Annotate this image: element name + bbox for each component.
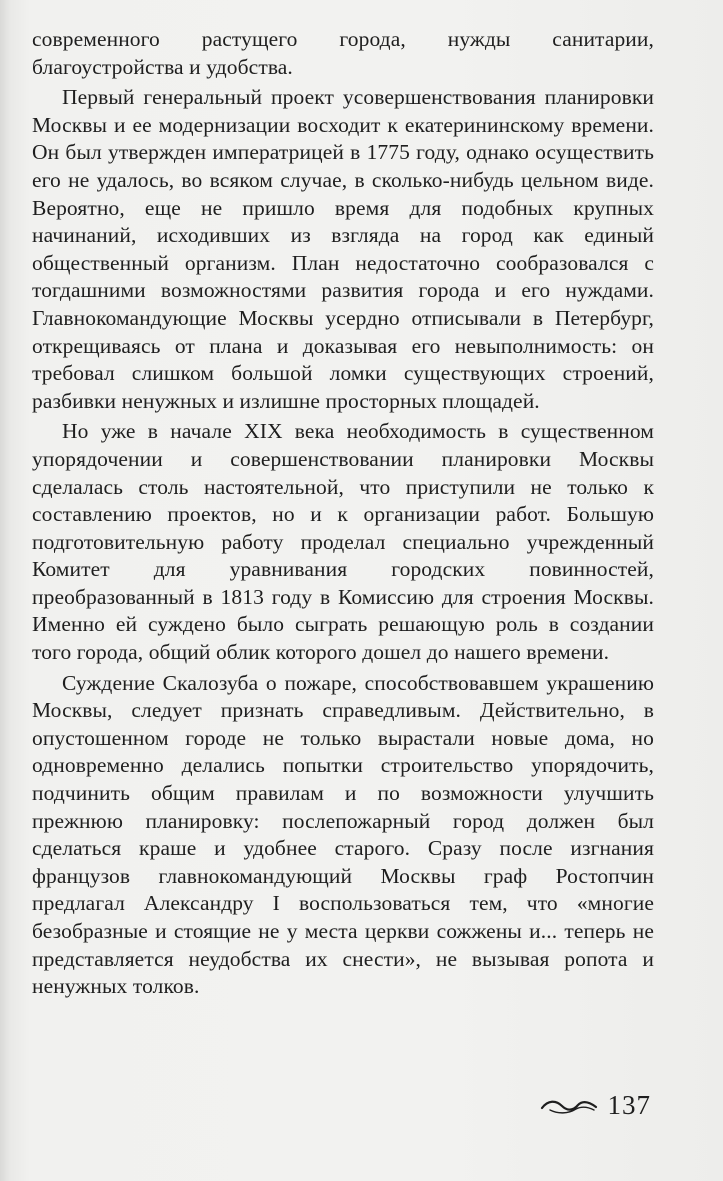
page-footer — [540, 1090, 652, 1121]
paragraph-general-plan: Первый генеральный проект усовершенствования планировки Москвы и ее модернизации восходит к екатерининскому времени. Он был утвержден императрицей в 1775 году, однако осуществить его не удалось, во всяком случае, в сколько-нибудь цельном виде. Вероятно, еще не пришло время для подобных крупных начинаний, исходивших из взгляда на город как единый общественный организм. План недостаточно сообразовался с тогдашними возможностями развития города и его нуждами. Главнокомандующие Москвы усердно отписывали в Петербург, открещиваясь от плана и доказывая его невыполнимость: он требовал слишком большой ломки существующих строений, разбивки ненужных и излишне просторных площадей. — [32, 85, 654, 413]
page-body — [32, 26, 654, 1001]
swash-ornament-icon — [540, 1095, 598, 1117]
page-number: 137 — [607, 1090, 651, 1120]
paragraph-continuation: современного растущего города, нужды санитарии, благоустройства и удобства. — [32, 27, 654, 79]
paragraph-nineteenth-century: Но уже в начале XIX века необходимость в существенном упорядочении и совершенствовании планировки Москвы сделалась столь настоятельной, что приступили не только к составлению проектов, но и к организации работ. Большую подготовительную работу проделал специально учрежденный Комитет для уравнивания городских повинностей, преобразованный в 1813 году в Комиссию для строения Москвы. Именно ей суждено было сыграть решающую роль в создании того города, общий облик которого дошел до нашего времени. — [32, 419, 654, 665]
paragraph-skalozub: Суждение Скалозуба о пожаре, способствовавшем украшению Москвы, следует признать справедливым. Действительно, в опустошенном городе не только вырастали новые дома, но одновременно делались попытки строительство упорядочить, подчинить общим правилам и по возможности улучшить прежнюю планировку: послепожарный город должен был сделаться краше и удобнее старого. Сразу после изгнания французов главнокомандующий Москвы граф Ростопчин предлагал Александру I воспользоваться тем, что «многие безобразные и стоящие не у места церкви сожжены и... теперь не представляется неудобства их снести», не вызывая ропота и ненужных толков. — [32, 670, 654, 999]
